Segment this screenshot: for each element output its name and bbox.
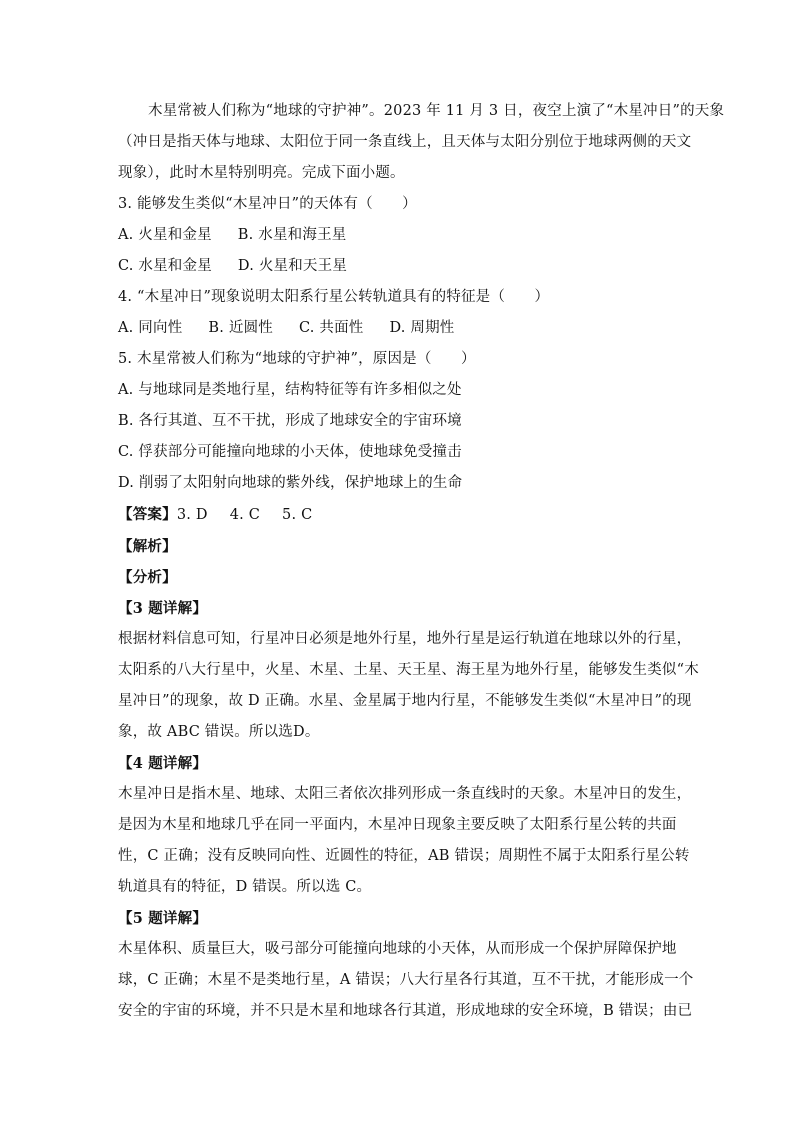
question-4	[118, 282, 678, 344]
option-c: C. 俘获部分可能撞向地球的小天体，使地球免受撞击	[118, 444, 462, 460]
option-a: A. 火星和金星	[118, 227, 212, 243]
intro-line: 现象），此时木星特别明亮。完成下面小题。	[118, 165, 405, 181]
detail-line: 安全的宇宙的环境，并不只是木星和地球各行其道，形成地球的安全环境，B 错误；由已	[118, 1003, 693, 1019]
fenxi-heading: 【分析】	[118, 569, 177, 586]
detail-3-heading: 【3 题详解】	[118, 600, 208, 617]
detail-line: 太阳系的八大行星中，火星、木星、土星、天王星、海王星为地外行星，能够发生类似“木	[118, 662, 699, 678]
detail-line: 木星体积、质量巨大，吸弓部分可能撞向地球的小天体，从而形成一个保护屏障保护地	[118, 941, 677, 957]
detail-5-section	[118, 903, 694, 1027]
option-c: C. 共面性	[298, 320, 364, 336]
option-a: A. 同向性	[118, 320, 183, 336]
detail-4-section	[118, 748, 692, 903]
detail-line: 性，C 正确；没有反映同向性、近圆性的特征，AB 错误；周期性不属于太阳系行星公转	[118, 848, 690, 864]
question-4-options-row	[118, 313, 678, 344]
detail-line: 轨道具有的特征，D 错误。所以选 C。	[118, 879, 372, 895]
question-3-options-row-2	[118, 251, 678, 282]
question-3	[118, 189, 678, 282]
option-b: B. 近圆性	[208, 320, 273, 336]
intro-line: 木星常被人们称为“地球的守护神”。2023 年 11 月 3 日，夜空上演了“木星冲日”的天象	[148, 103, 725, 119]
detail-4-heading: 【4 题详解】	[118, 755, 208, 772]
answer-label: 【答案】	[118, 506, 177, 523]
option-b: B. 各行其道、互不干扰，形成了地球安全的宇宙环境	[118, 413, 462, 429]
option-d: D. 火星和天王星	[237, 258, 348, 274]
question-5	[118, 344, 678, 499]
option-d: D. 削弱了太阳射向地球的紫外线，保护地球上的生命	[118, 475, 463, 491]
detail-line: 球，C 正确；木星不是类地行星，A 错误；八大行星各行其道，互不干扰，才能形成一个	[118, 972, 694, 988]
answer-5: 5. C	[282, 507, 313, 523]
option-a: A. 与地球同是类地行星，结构特征等有许多相似之处	[118, 382, 462, 398]
detail-5-heading: 【5 题详解】	[118, 910, 208, 927]
option-d: D. 周期性	[389, 320, 455, 336]
intro-line: （冲日是指天体与地球、太阳位于同一条直线上，且天体与太阳分别位于地球两侧的天文	[118, 134, 692, 150]
answer-3: 3. D	[176, 507, 208, 523]
analysis-heading: 【解析】	[118, 538, 177, 555]
question-4-stem: 4. “木星冲日”现象说明太阳系行星公转轨道具有的特征是（ ）	[118, 289, 550, 305]
detail-line: 是因为木星和地球几乎在同一平面内，木星冲日现象主要反映了太阳系行星公转的共面	[118, 817, 677, 833]
detail-line: 木星冲日是指木星、地球、太阳三者依次排列形成一条直线时的天象。木星冲日的发生，	[118, 786, 692, 802]
answer-row	[118, 499, 678, 531]
detail-3-section	[118, 593, 699, 748]
detail-line: 根据材料信息可知，行星冲日必须是地外行星，地外行星是运行轨道在地球以外的行星，	[118, 631, 692, 647]
intro-paragraph	[118, 96, 725, 189]
question-5-stem: 5. 木星常被人们称为“地球的守护神”，原因是（ ）	[118, 351, 476, 367]
detail-line: 象，故 ABC 错误。所以选D。	[118, 724, 320, 740]
detail-line: 星冲日”的现象，故 D 正确。水星、金星属于地内行星，不能够发生类似“木星冲日”的现	[118, 693, 692, 709]
question-3-stem: 3. 能够发生类似“木星冲日”的天体有（ ）	[118, 196, 417, 212]
document-page	[118, 96, 725, 1027]
option-c: C. 水星和金星	[118, 258, 212, 274]
answer-4: 4. C	[229, 507, 261, 523]
option-b: B. 水星和海王星	[237, 227, 347, 243]
question-3-options-row-1	[118, 220, 678, 251]
